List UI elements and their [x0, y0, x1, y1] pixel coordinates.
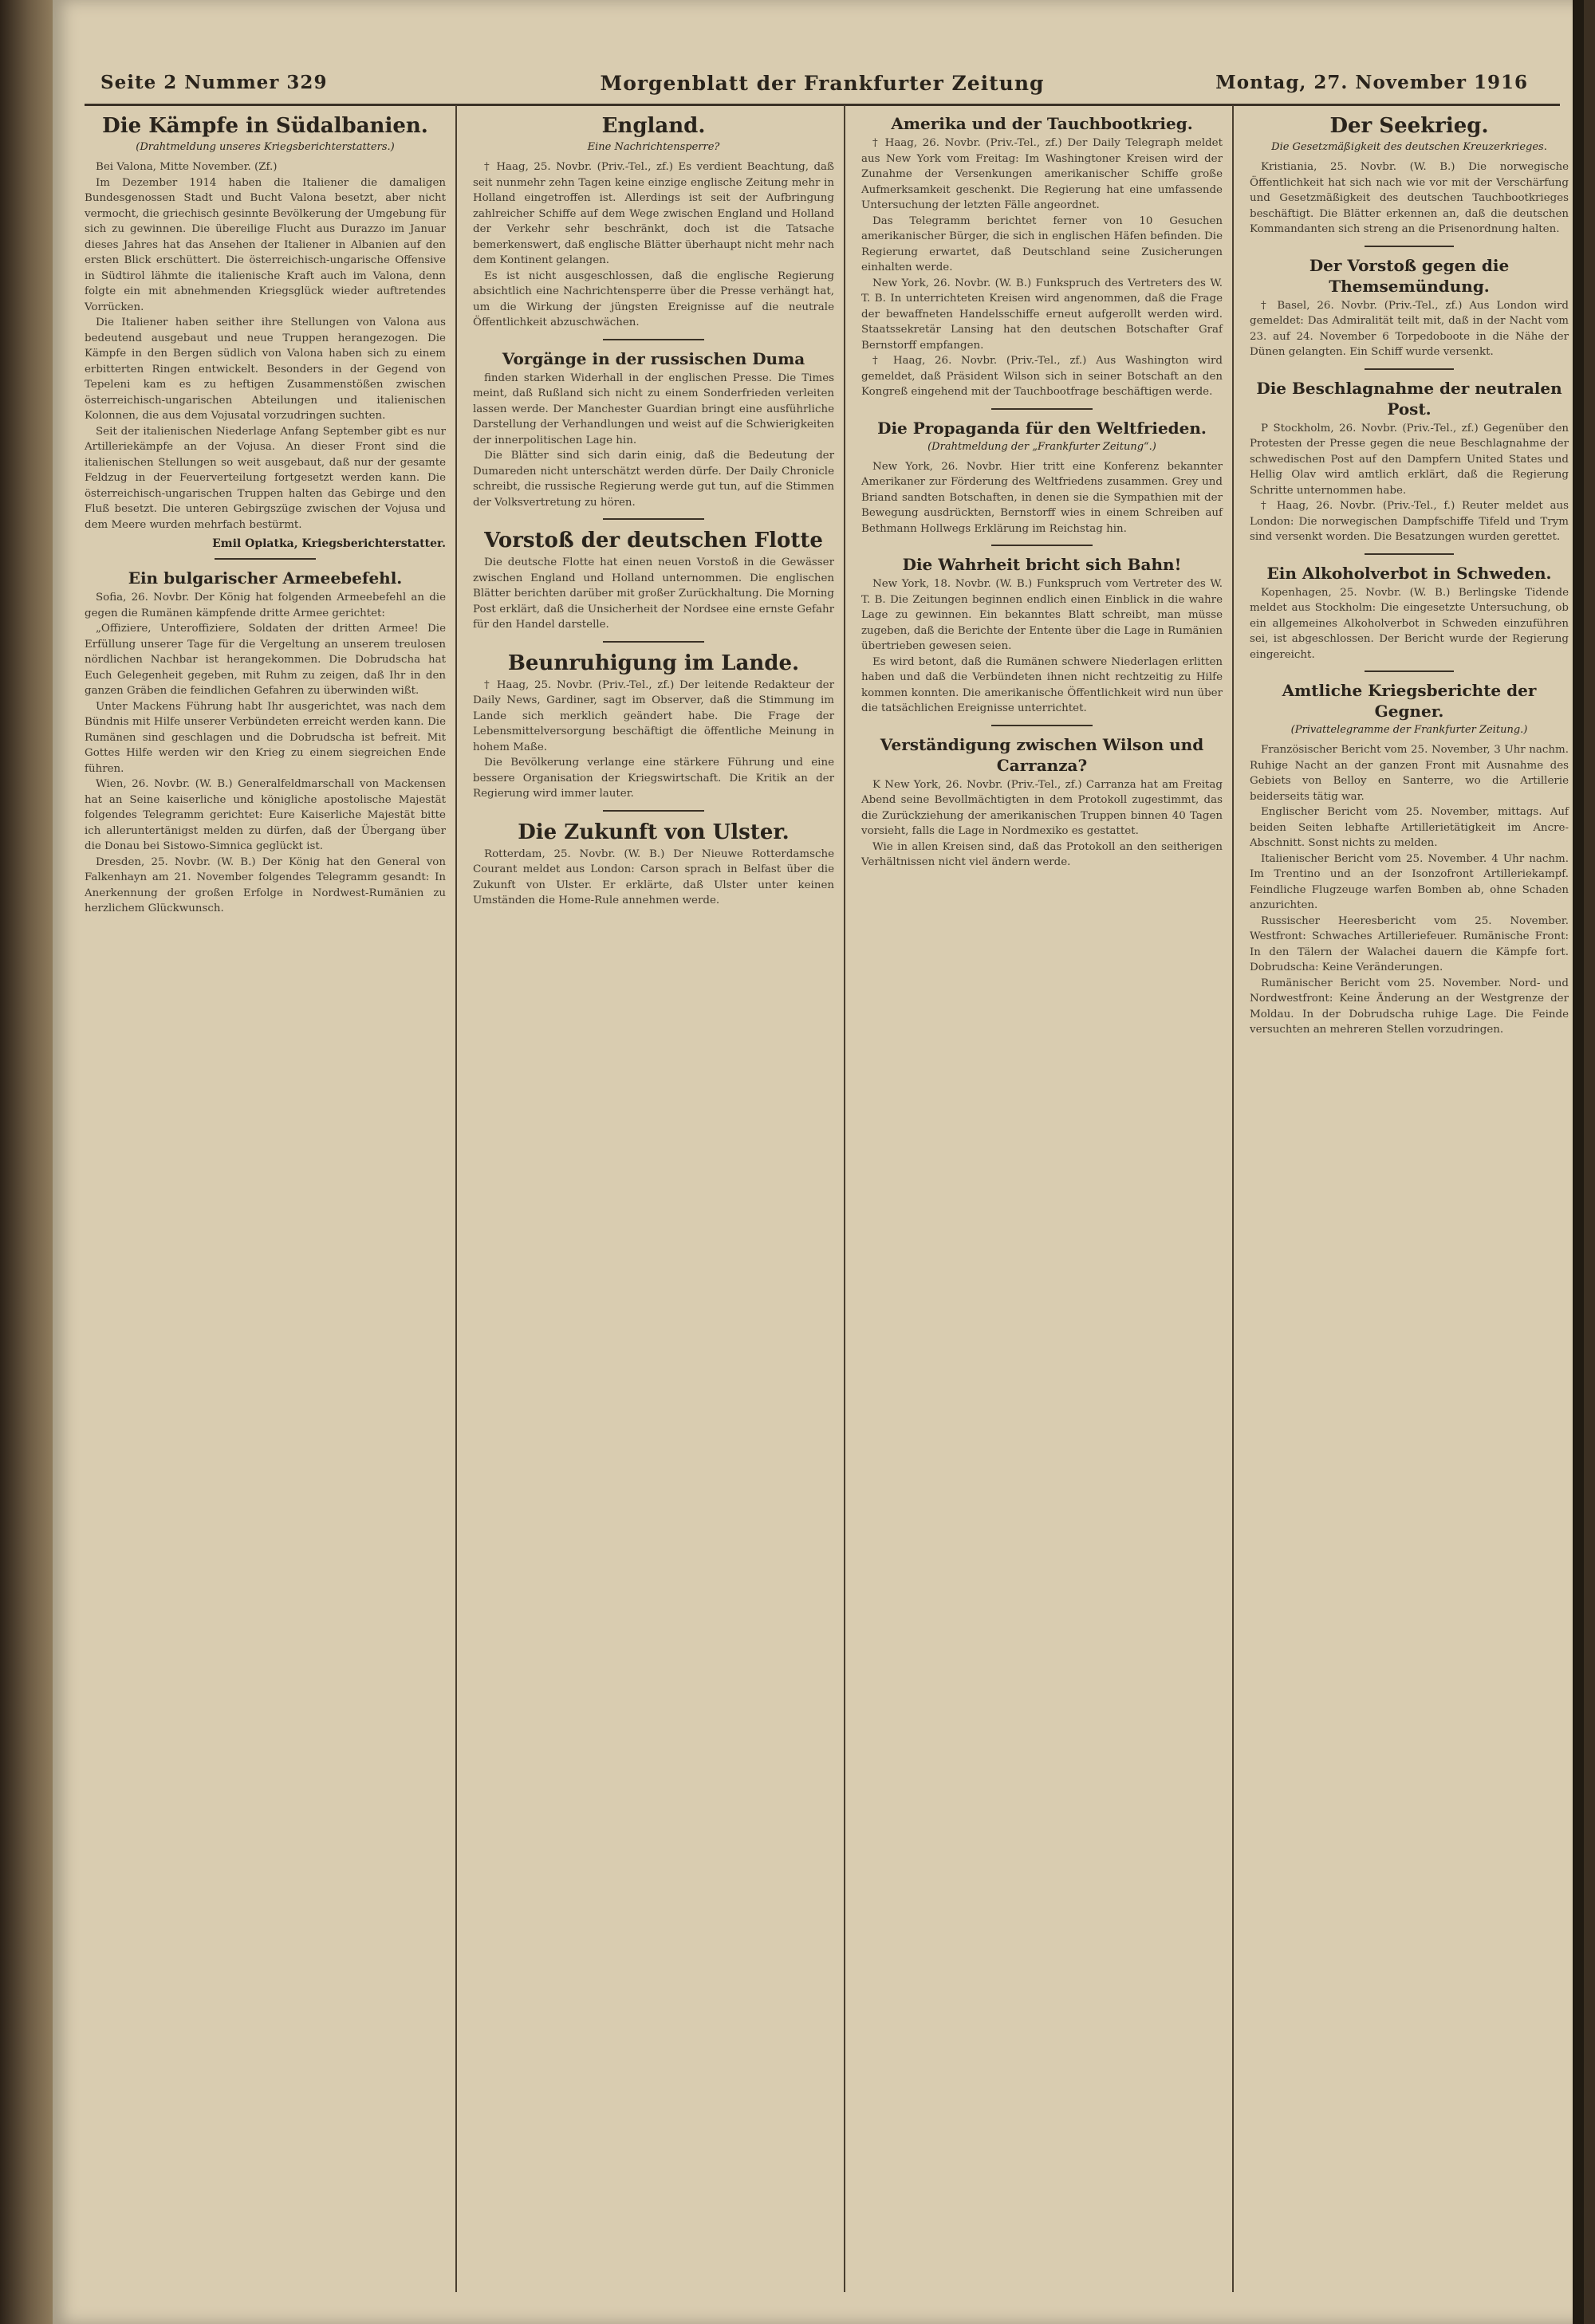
column-4: [1242, 105, 1577, 2300]
article: [1250, 553, 1569, 663]
article-divider: [603, 641, 704, 643]
article-divider: [991, 408, 1093, 410]
paragraph: New York, 26. Novbr. Hier tritt eine Konferenz bekannter Amerikaner zur Förderung des Weltfriedens zusammen. Grey und Briand sandten Botschaften, in denen sie die Sympathien mit der Bewegung ausdrückten, Bernstorff wies in einem Schreiben auf Bethmann Hollwegs Erklärung im Reichstag hin.: [861, 460, 1223, 535]
page-number: Seite 2 Nummer 329: [100, 72, 328, 93]
article: [1250, 670, 1569, 1038]
article: [1250, 246, 1569, 360]
paragraph: Englischer Bericht vom 25. November, mittags. Auf beiden Seiten lebhafte Artillerietätigkeit im Ancre-Abschnitt. Sonst nichts zu melden.: [1250, 806, 1569, 849]
headline: Vorstoß der deutschen Flotte: [484, 529, 823, 552]
paragraph: „Offiziere, Unteroffiziere, Soldaten der dritten Armee! Die Erfüllung unserer Tage für die Vergeltung an unserem treulosen nördlichen Nachbar ist herangekommen. Die Dobrudscha hat Euch Gelegenheit gegeben, mit Ruhm zu zeigen, daß Ihr in den ganzen Gräben die feindlichen Gefahren zu überwinden wißt.: [85, 623, 446, 697]
headline: Die Beschlagnahme der neutralen Post.: [1256, 378, 1562, 419]
headline: England.: [601, 114, 706, 138]
paragraph: Rotterdam, 25. Novbr. (W. B.) Der Nieuwe Rotterdamsche Courant meldet aus London: Carson sprach in Belfast über die Zukunft von Ulster. Er erklärte, daß Ulster unter keinen Umständen die Home-Rule annehmen werde.: [473, 847, 834, 906]
paragraph: Kopenhagen, 25. Novbr. (W. B.) Berlingske Tidende meldet aus Stockholm: Die eingesetzte Untersuchung, ob ein allgemeines Alkoholverbot in Schweden einzuführen sei, ist abgeschlossen. Der Bericht wurde der Regierung eingereicht.: [1250, 586, 1569, 661]
paragraph: finden starken Widerhall in der englischen Presse. Die Times meint, daß Rußland sich nicht zu einem Sonderfrieden verleiten lassen werde. Der Manchester Guardian bringt eine ausführliche Darstellung der Verhandlungen und weist auf die Schwierigkeiten der innerpolitischen Lage hin.: [473, 372, 834, 446]
paragraph: New York, 26. Novbr. (W. B.) Funkspruch des Vertreters des W. T. B. In unterrichteten Kreisen wird angenommen, daß die Frage der bewaffneten Handelsschiffe erneut aufgerollt werden wird. Staatssekretär Lansing hat den deutschen Botschafter Graf Bernstorff empfangen.: [861, 277, 1223, 352]
article: [473, 339, 834, 511]
article-divider: [1365, 670, 1454, 672]
paragraph: Dresden, 25. Novbr. (W. B.) Der König hat den General von Falkenhayn am 21. November folgendes Telegramm gesandt: In Anerkennung der großen Erfolge in Nordwest-Rumänien zu herzlichem Glückwunsch.: [85, 855, 446, 914]
paragraph: Das Telegramm berichtet ferner von 10 Gesuchen amerikanischer Bürger, die sich in englischen Häfen befinden. Die Regierung erwartet, daß Deutschland seine Zusicherungen einhalten werde.: [861, 214, 1223, 273]
paragraph: † Haag, 25. Novbr. (Priv.-Tel., zf.) Der leitende Redakteur der Daily News, Gardiner, sagt im Observer, daß die Stimmung im Lande sich merklich geändert habe. Die Frage der Lebensmittelversorgung beschäftigt die öffentliche Meinung in hohem Maße.: [473, 678, 834, 753]
paragraph: Die Italiener haben seither ihre Stellungen von Valona aus bedeutend ausgebaut und neue Truppen herangezogen. Die Kämpfe in den Bergen südlich von Valona haben sich zu einem erbitterten Ringen entwickelt. Besonders in der Gegend von Tepeleni kam es zu heftigen Zusammenstößen zwischen österreichisch-ungarischen Abteilungen und italienischen Kolonnen, die aus dem Vojusatal vorzudringen suchten.: [85, 317, 446, 422]
article: [1250, 113, 1569, 238]
headline: Die Propaganda für den Weltfrieden.: [877, 418, 1207, 438]
article-divider: [215, 558, 316, 560]
column-3: [853, 105, 1231, 2300]
headline: Amerika und der Tauchbootkrieg.: [891, 114, 1193, 133]
subheadline: Eine Nachrichtensperre?: [587, 141, 720, 153]
paragraph: † Haag, 26. Novbr. (Priv.-Tel., zf.) Aus Washington wird gemeldet, daß Präsident Wilson sich in seiner Botschaft an den Kongreß eingehend mit der Tauchbootfrage beschäftigen werde.: [861, 355, 1223, 398]
article-divider: [991, 725, 1093, 726]
paragraph: New York, 18. Novbr. (W. B.) Funkspruch vom Vertreter des W. T. B. Die Zeitungen beginnen endlich einen Einblick in die wahre Lage zu gewinnen. Ein bekanntes Blatt schreibt, man müsse zugeben, daß die Berichte der Entente über die Lage in Rumänien übertrieben gewesen seien.: [861, 578, 1223, 652]
article: [85, 558, 446, 917]
article-divider: [1365, 368, 1454, 370]
paragraph: Rumänischer Bericht vom 25. November. Nord- und Nordwestfront: Keine Änderung an der Westgrenze der Moldau. In der Dobrudscha ruhige Lage. Die Feinde versuchten an mehreren Stellen vorzudringen.: [1250, 977, 1569, 1036]
headline: Beunruhigung im Lande.: [507, 651, 800, 675]
article-divider: [603, 339, 704, 340]
paragraph: Es ist nicht ausgeschlossen, daß die englische Regierung absichtlich eine Nachrichtensperre über die Presse verhängt hat, um die Wirkung der jüngsten Ereignisse auf die neutrale Öffentlichkeit abzuschwächen.: [473, 269, 834, 328]
headline: Die Zukunft von Ulster.: [518, 820, 790, 844]
headline: Ein bulgarischer Armeebefehl.: [128, 568, 403, 588]
paragraph: Sofia, 26. Novbr. Der König hat folgenden Armeebefehl an die gegen die Rumänen kämpfende dritte Armee gerichtet:: [85, 592, 446, 619]
column-rule: [844, 105, 845, 2292]
article: [85, 113, 446, 550]
paragraph: Im Dezember 1914 haben die Italiener die damaligen Bundesgenossen Stadt und Bucht Valona besetzt, aber nicht vermocht, die griechisch gesinnte Bevölkerung der Umgebung für sich zu gewinnen. Die übereilige Flucht aus Durazzo im Januar dieses Jahres hat das Ansehen der Italiener in Albanien auf den ersten Blick erschüttert. Die österreichisch-ungarische Offensive in Südtirol lähmte die italienische Kraft auch im Valona, denn folgte ein mit abnehmenden Kriegsglück wieder auftretendes Vorrücken.: [85, 176, 446, 313]
column-1: [77, 105, 454, 2300]
paragraph: Unter Mackens Führung habt Ihr ausgerichtet, was nach dem Bündnis mit Hilfe unserer Verbündeten erreicht werden kann. Die Rumänen sind geschlagen und die Dobrudscha ist befreit. Mit Gottes Hilfe werden wir den Krieg zu einem siegreichen Ende führen.: [85, 700, 446, 775]
subheadline: (Drahtmeldung der „Frankfurter Zeitung“.): [927, 440, 1156, 453]
column-rule: [1232, 105, 1234, 2292]
headline: Ein Alkoholverbot in Schweden.: [1266, 563, 1552, 583]
paragraph: K New York, 26. Novbr. (Priv.-Tel., zf.) Carranza hat am Freitag Abend seine Bevollmächtigten in dem Protokoll zugestimmt, das die Zurückziehung der amerikanischen Truppen binnen 40 Tagen vorsieht, falls die Lage in Nordmexiko es gestattet.: [861, 778, 1223, 837]
issue-date: Montag, 27. November 1916: [1215, 72, 1528, 93]
article-divider: [1365, 246, 1454, 247]
article: [861, 545, 1223, 717]
paragraph: Französischer Bericht vom 25. November, 3 Uhr nachm. Ruhige Nacht an der ganzen Front mit Ausnahme des Gebiets von Belloy en Santerre, wo die Artillerie beiderseits tätig war.: [1250, 744, 1569, 803]
subheadline: (Privattelegramme der Frankfurter Zeitung.): [1290, 724, 1528, 736]
article: [473, 113, 834, 331]
paragraph: † Haag, 25. Novbr. (Priv.-Tel., zf.) Es verdient Beachtung, daß seit nunmehr zehn Tagen keine einzige englische Zeitung mehr in Holland eingetroffen ist. Allerdings ist seit der Aufbringung zahlreicher Schiffe auf dem Wege zwischen England und Holland der Verkehr sehr beschränkt, doch ist die Tatsache bemerkenswert, daß englische Blätter überhaupt nicht mehr nach dem Kontinent gelangen.: [473, 161, 834, 266]
subheadline: Die Gesetzmäßigkeit des deutschen Kreuzerkrieges.: [1271, 141, 1547, 153]
paragraph: Italienischer Bericht vom 25. November. 4 Uhr nachm. Im Trentino und an der Isonzofront Artilleriekampf. Feindliche Flugzeuge warfen Bomben ab, ohne Schaden anzurichten.: [1250, 852, 1569, 911]
subheadline: (Drahtmeldung unseres Kriegsberichterstatters.): [136, 141, 395, 153]
column-rule: [455, 105, 457, 2292]
article: [861, 113, 1223, 400]
headline: Amtliche Kriegsberichte der Gegner.: [1282, 681, 1537, 721]
article-divider: [603, 518, 704, 520]
headline: Verständigung zwischen Wilson und Carranza?: [880, 734, 1204, 775]
paragraph: Die Bevölkerung verlange eine stärkere Führung und eine bessere Organisation der Kriegswirtschaft. Die Kritik an der Regierung wird immer lauter.: [473, 757, 834, 800]
paragraph: Die deutsche Flotte hat einen neuen Vorstoß in die Gewässer zwischen England und Holland unternommen. Die englischen Blätter berichten darüber mit großer Zurückhaltung. Die Morning Post erklärt, daß die Unsicherheit der Nordsee eine ernste Gefahr für den Handel darstelle.: [473, 556, 834, 631]
masthead: [85, 72, 1560, 106]
article: [473, 641, 834, 802]
article-divider: [603, 810, 704, 812]
paragraph: Wie in allen Kreisen sind, daß das Protokoll an den seitherigen Verhältnissen nicht viel ändern werde.: [861, 840, 1223, 868]
paragraph: Kristiania, 25. Novbr. (W. B.) Die norwegische Öffentlichkeit hat sich nach wie vor mit der Verschärfung und Gesetzmäßigkeit des deutschen Tauchbootkrieges beschäftigt. Die Blätter erkennen an, daß die deutschen Kommandanten sich streng an die Prisenordnung halten.: [1250, 161, 1569, 235]
byline: Emil Oplatka, Kriegsberichterstatter.: [212, 537, 446, 550]
headline: Der Seekrieg.: [1329, 114, 1489, 138]
paragraph: Es wird betont, daß die Rumänen schwere Niederlagen erlitten haben und daß die Verbündeten ihnen nicht rechtzeitig zu Hilfe kommen konnten. Die amerikanische Öffentlichkeit wird nun über die tatsächlichen Ereignisse unterrichtet.: [861, 655, 1223, 714]
paragraph: † Haag, 26. Novbr. (Priv.-Tel., zf.) Der Daily Telegraph meldet aus New York vom Freitag: Im Washingtoner Kreisen wird der Zunahme der Versenkungen amerikanischer Schiffe große Aufmerksamkeit geschenkt. Die Regierung hat eine umfassende Untersuchung der letzten Fälle angeordnet.: [861, 137, 1223, 211]
paragraph: † Haag, 26. Novbr. (Priv.-Tel., f.) Reuter meldet aus London: Die norwegischen Dampfschiffe Tifeld und Trym sind versenkt worden. Die Besatzungen wurden gerettet.: [1250, 500, 1569, 543]
headline: Vorgänge in der russischen Duma: [502, 348, 805, 368]
article-divider: [1365, 553, 1454, 555]
paragraph: † Basel, 26. Novbr. (Priv.-Tel., zf.) Aus London wird gemeldet: Das Admiralität teilt mit, daß in der Nacht vom 23. auf 24. November 6 Torpedoboote in die Nähe der Dünen gelangten. Ein Schiff wurde versenkt.: [1250, 299, 1569, 358]
newspaper-page: [53, 0, 1584, 2324]
headline: Die Kämpfe in Südalbanien.: [102, 114, 428, 138]
headline: Der Vorstoß gegen die Themsemündung.: [1309, 255, 1510, 296]
paragraph: Wien, 26. Novbr. (W. B.) Generalfeldmarschall von Mackensen hat an Seine kaiserliche und königliche apostolische Majestät folgendes Telegramm gerichtet: Eure Kaiserliche Majestät bitte ich alleruntertänigst melden zu dürfen, daß der Übergang über die Donau bei Sistowo-Simnica geglückt ist.: [85, 778, 446, 852]
paragraph: Die Blätter sind sich darin einig, daß die Bedeutung der Dumareden nicht unterschätzt werden dürfe. Der Daily Chronicle schreibt, die russische Regierung werde gut tun, auf die Stimmen der Volksvertretung zu hören.: [473, 450, 834, 509]
paragraph: Russischer Heeresbericht vom 25. November. Westfront: Schwaches Artilleriefeuer. Rumänische Front: In den Tälern der Walachei dauern die Kämpfe fort. Dobrudscha: Keine Veränderungen.: [1250, 914, 1569, 973]
article: [861, 725, 1223, 871]
book-binding: [0, 0, 53, 2324]
paragraph: Seit der italienischen Niederlage Anfang September gibt es nur Artilleriekämpfe an der Vojusa. An dieser Front sind die italienischen Stellungen so weit ausgebaut, daß nur der gesamte Feldzug in der Feuerverteilung fortgesetzt werden kann. Die österreichisch-ungarischen Truppen halten das Gebirge und den Fluß besetzt. Die unteren Gebirgszüge zwischen der Vojusa und dem Meere wurden mehrfach bestürmt.: [85, 425, 446, 531]
column-2: [465, 105, 842, 2300]
paragraph: Bei Valona, Mitte November. (Zf.): [96, 161, 278, 173]
headline: Die Wahrheit bricht sich Bahn!: [902, 555, 1182, 574]
article: [861, 408, 1223, 537]
article-divider: [991, 545, 1093, 546]
paragraph: P Stockholm, 26. Novbr. (Priv.-Tel., zf.) Gegenüber den Protesten der Presse gegen die neue Beschlagnahme der schwedischen Post auf den Dampfern United States und Hellig Olav wird amtlich erklärt, daß die Regierung Schritte unternommen habe.: [1250, 422, 1569, 497]
article: [1250, 368, 1569, 545]
article: [473, 810, 834, 909]
newspaper-title: Morgenblatt der Frankfurter Zeitung: [600, 72, 1045, 95]
article: [473, 518, 834, 633]
